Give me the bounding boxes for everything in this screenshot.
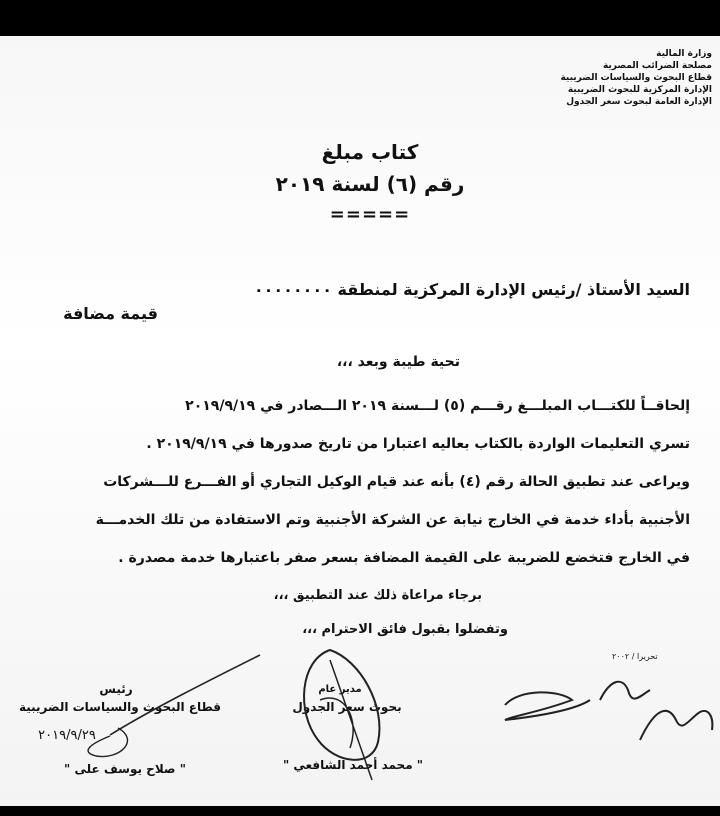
request-line: برجاء مراعاة ذلك عند التطبيق ،،، [273, 588, 482, 603]
header-line-ministry: وزارة المالية [656, 49, 712, 59]
middle-signer-name: " محمد أحمد الشافعي " [282, 758, 424, 772]
small-note: تحريرا / ٢٠٠٢ [612, 652, 658, 661]
header-line-authority: مصلحة الضرائب المصرية [602, 61, 712, 71]
document-number: رقم (٦) لسنة ٢٠١٩ [275, 172, 465, 196]
header-line-sector: قطاع البحوث والسياسات الضريبية [560, 73, 712, 83]
paragraph-line-5: في الخارج فتخضع للضريبة على القيمة المضافة بسعر صفر باعتبارها خدمة مصدرة . [118, 550, 690, 566]
paragraph-line-4: الأجنبية بأداء خدمة في الخارج نيابة عن الشركة الأجنبية وتم الاستفادة من تلك الخدمـــة [95, 512, 690, 528]
middle-signer-dept: بحوث سعر الجدول [292, 700, 402, 714]
header-line-central-admin: الإدارة المركزية للبحوث الضريبية [567, 85, 712, 95]
addressee-sector: قيمة مضافة [63, 304, 158, 323]
addressee-line: السيد الأستاذ /رئيس الإدارة المركزية لمنطقة ٠٠٠٠٠٠٠٠ [253, 280, 690, 299]
closing-line: وتفضلوا بقبول فائق الاحترام ،،، [302, 622, 508, 637]
greeting: تحية طيبة وبعد ،،، [336, 354, 460, 370]
document-title: كتاب مبلغ [321, 140, 419, 164]
paragraph-line-2: تسري التعليمات الواردة بالكتاب بعاليه اعتبارا من تاريخ صدورها في ٢٠١٩/٩/١٩ . [146, 436, 690, 452]
paragraph-line-3: ويراعى عند تطبيق الحالة رقم (٤) بأنه عند قيام الوكيل التجاري أو الفـــرع للـــشركات [103, 474, 690, 490]
title-rule: ===== [329, 204, 411, 225]
bottom-black-border [0, 806, 720, 816]
paragraph-line-1: إلحاقــاً للكتـــاب المبلـــغ رقـــم (٥) لـــسنة ٢٠١٩ الـــصادر في ٢٠١٩/٩/١٩ [185, 398, 690, 414]
left-signer-dept: قطاع البحوث والسياسات الضريبية [18, 700, 222, 714]
left-signer-date: ٢٠١٩/٩/٢٩ [38, 728, 96, 743]
middle-signer-role: مدير عام [318, 684, 362, 695]
left-signer-name: " صلاح يوسف على " [64, 762, 186, 776]
header-line-general-admin: الإدارة العامة لبحوث سعر الجدول [566, 97, 712, 107]
left-signer-role: رئيس [99, 682, 133, 696]
